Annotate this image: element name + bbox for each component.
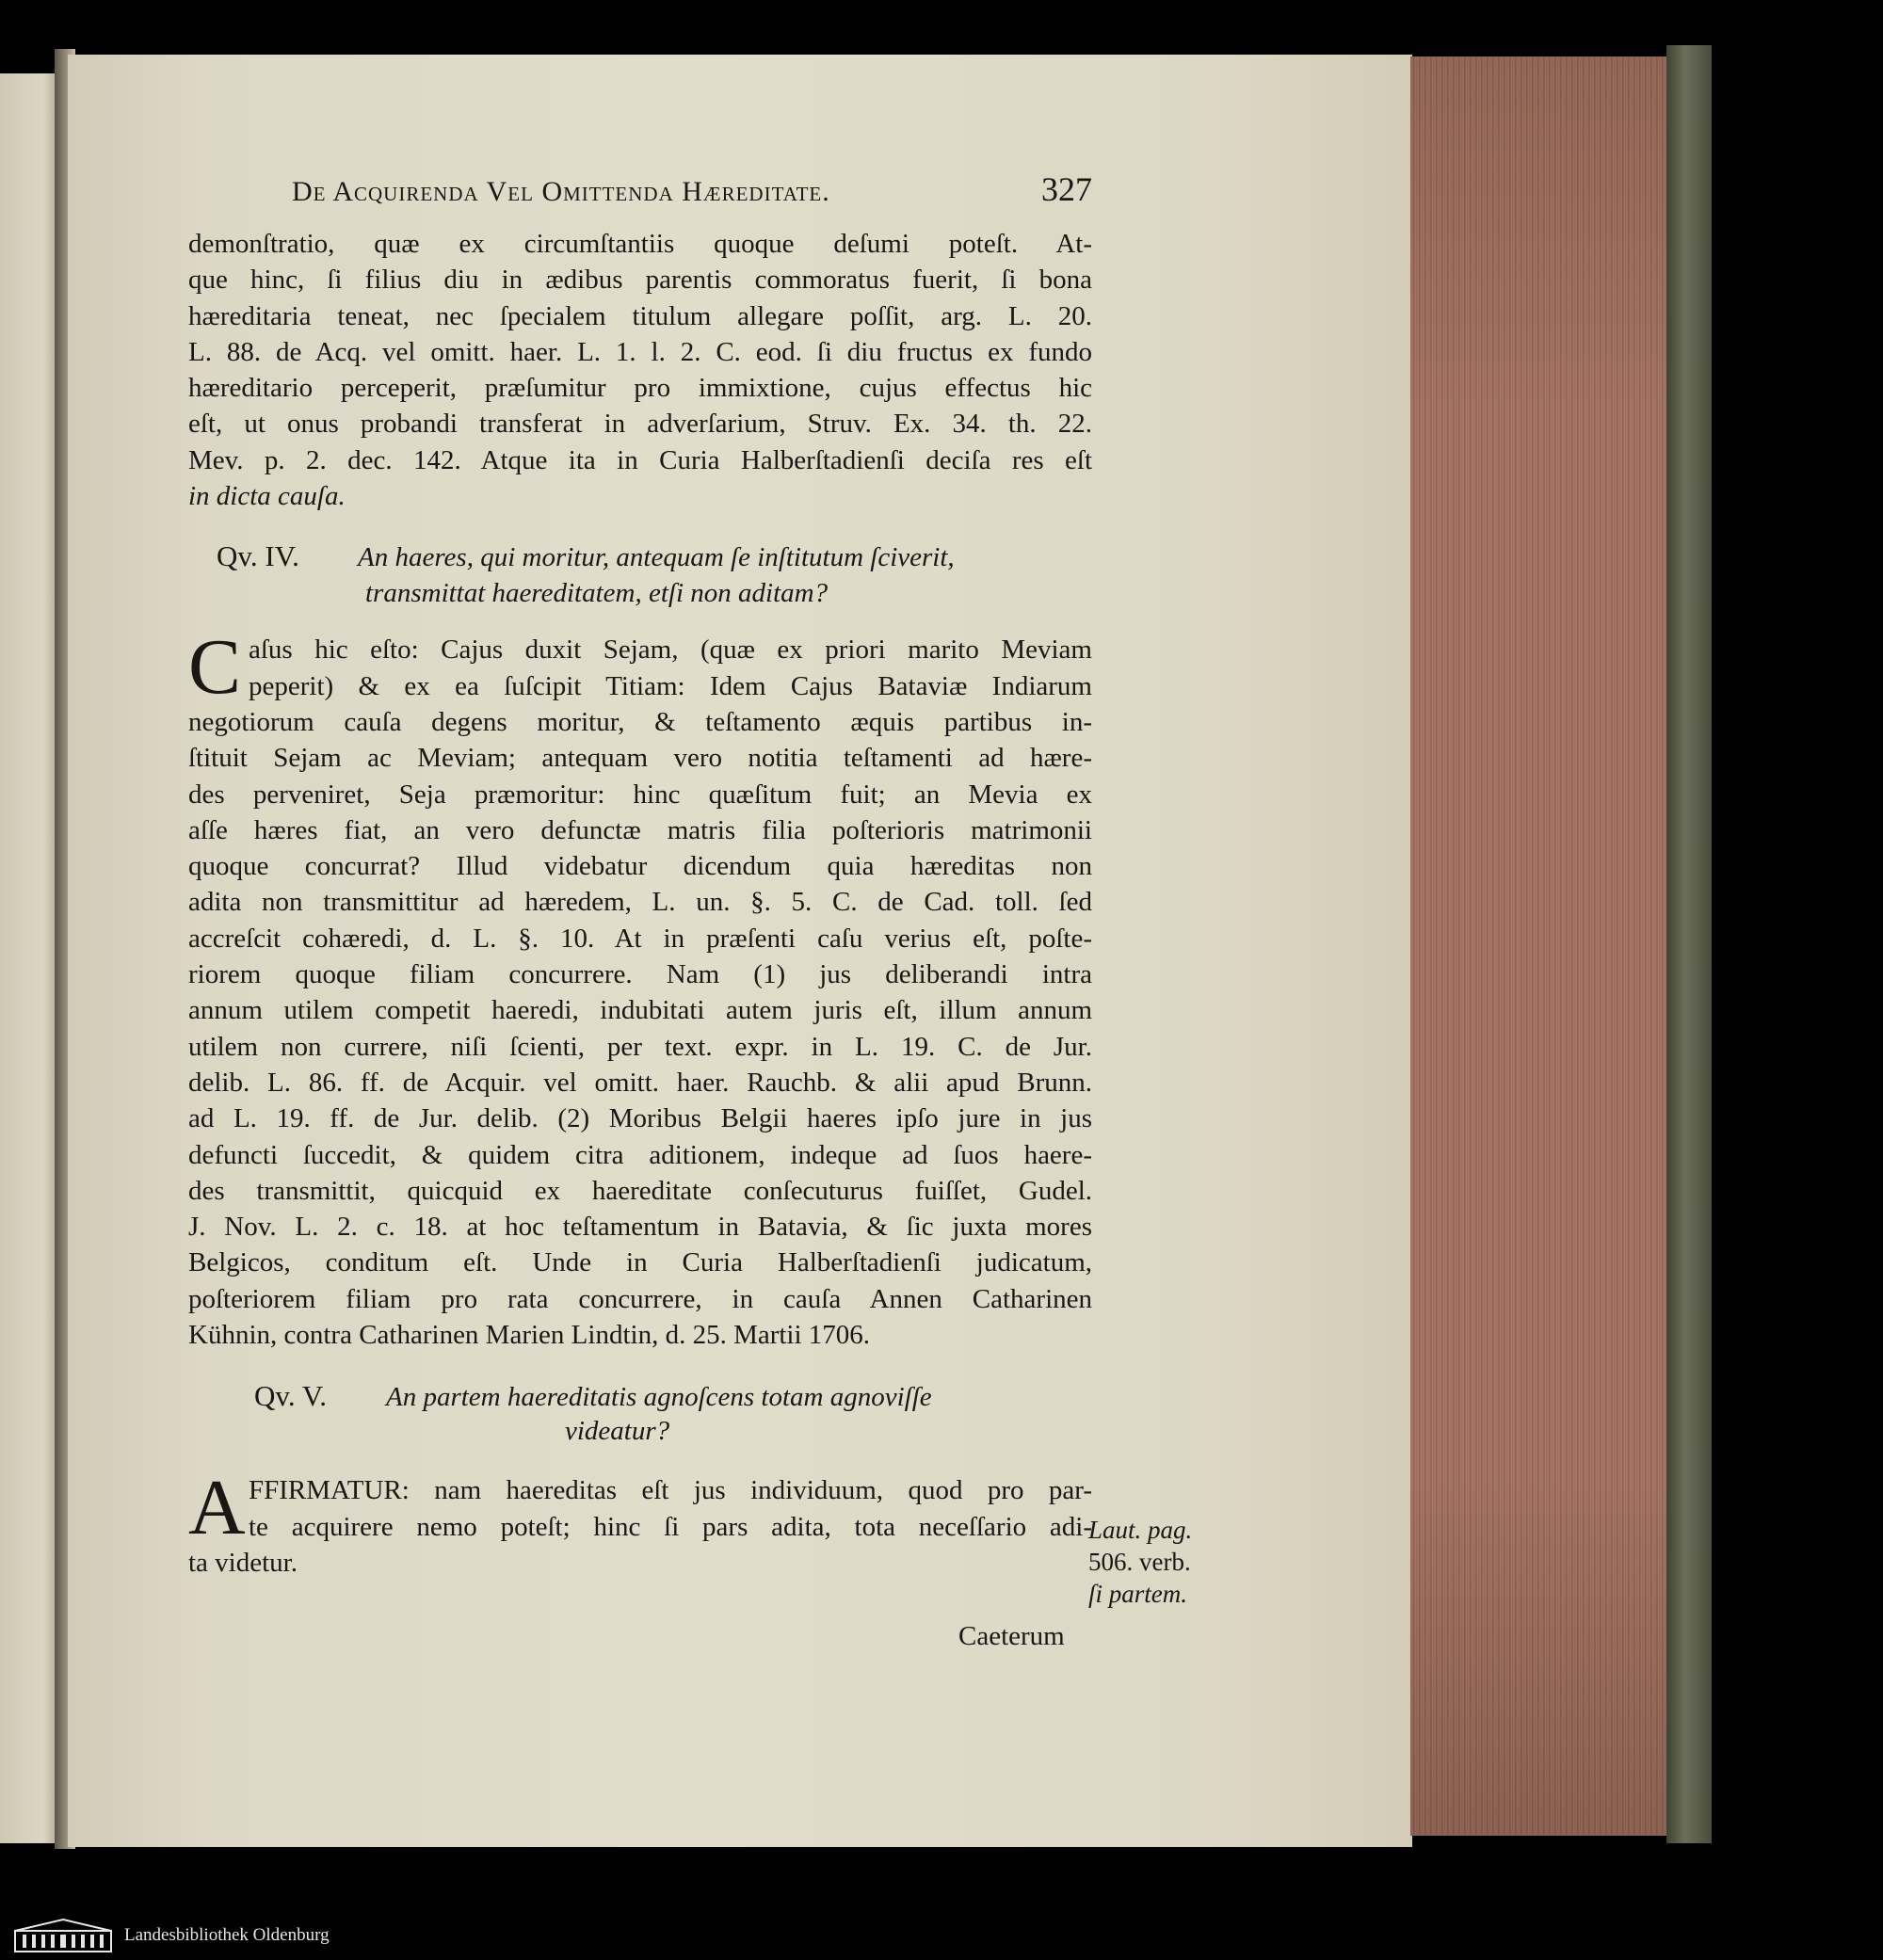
left-facing-page [0, 73, 62, 1843]
text-line: que hinc, ſi filius diu in ædibus parentis commoratus fuerit, ſi bona [188, 265, 1092, 296]
text-line: negotiorum cauſa degens moritur, & teſtamento æquis partibus in- [188, 706, 1092, 737]
text-line: utilem non currere, niſi ſcienti, per text. expr. in L. 19. C. de Jur. [188, 1031, 1092, 1062]
paragraph-2 [188, 623, 1092, 1353]
text-line: ad L. 19. ff. de Jur. delib. (2) Moribus Belgii haeres ipſo jure in jus [188, 1103, 1092, 1134]
marginal-note-line: 506. verb. [1088, 1548, 1191, 1576]
text-line: FFIRMATUR: nam haereditas eſt jus individuum, quod pro par- [249, 1475, 1092, 1506]
text-line: Kühnin, contra Catharinen Marien Lindtin, d. 25. Martii 1706. [188, 1320, 871, 1351]
paragraph-3 [188, 1464, 1092, 1581]
text-line: eſt, ut onus probandi transferat in adverſarium, Struv. Ex. 34. th. 22. [188, 409, 1092, 440]
library-logo-icon [13, 1918, 113, 1953]
question-5 [188, 1379, 1092, 1448]
text-line: ta videtur. [188, 1547, 298, 1578]
question-text-continued: videatur? [565, 1416, 670, 1447]
question-text: An partem haereditatis agnoſcens totam agnoviſſe [386, 1382, 932, 1413]
text-line: riorem quoque filiam concurrere. Nam (1) jus deliberandi intra [188, 959, 1092, 990]
text-line: L. 88. de Acq. vel omitt. haer. L. 1. l. 2. C. eod. ſi diu fructus ex fundo [188, 336, 1092, 367]
question-text-continued: transmittat haereditatem, etſi non aditam? [365, 578, 829, 609]
page-edges-shade [1410, 56, 1672, 1836]
text-line: adita non transmittitur ad hæredem, L. un. §. 5. C. de Cad. toll. ſed [188, 887, 1092, 918]
library-name: Landesbibliothek Oldenburg [124, 1925, 330, 1945]
text-line: peperit) & ex ea ſuſcipit Titiam: Idem Cajus Bataviæ Indiarum [249, 670, 1092, 701]
question-text: An haeres, qui moritur, antequam ſe inſtitutum ſciverit, [358, 542, 955, 573]
text-line: demonſtratio, quæ ex circumſtantiis quoque deſumi poteſt. At- [188, 229, 1092, 259]
text-line: des perveniret, Seja præmoritur: hinc quæſitum fuit; an Mevia ex [188, 779, 1092, 810]
catchword: Caeterum [958, 1621, 1065, 1651]
text-line: Mev. p. 2. dec. 142. Atque ita in Curia Halberſtadienſi deciſa res eſt [188, 444, 1092, 475]
text-line: delib. L. 86. ff. de Acquir. vel omitt. haer. Rauchb. & alii apud Brunn. [188, 1067, 1092, 1098]
page-text [188, 169, 1092, 1581]
text-line: des transmittit, quicquid ex haereditate conſecuturus fuiſſet, Gudel. [188, 1175, 1092, 1206]
footer-bar [0, 1911, 1883, 1960]
text-line: annum utilem competit haeredi, indubitati autem juris eſt, illum annum [188, 995, 1092, 1026]
text-line: aſus hic eſto: Cajus duxit Sejam, (quæ ex priori marito Meviam [249, 635, 1092, 666]
text-line: aſſe hæres fiat, an vero defunctæ matris filia poſterioris matrimonii [188, 814, 1092, 845]
marginal-note-line: Laut. pag. [1088, 1516, 1193, 1544]
text-line: poſteriorem filiam pro rata concurrere, in cauſa Annen Catharinen [188, 1283, 1092, 1314]
marginal-note-line: ſi partem. [1088, 1580, 1187, 1608]
question-4 [188, 538, 1092, 611]
text-line: ſtituit Sejam ac Meviam; antequam vero notitia teſtamenti ad hære- [188, 743, 1092, 774]
text-line: hæreditario perceperit, præſumitur pro immixtione, cujus effectus hic [188, 373, 1092, 404]
book-cover [1666, 45, 1712, 1843]
text-line: te acquirere nemo poteſt; hinc ſi pars adita, tota neceſſario adi- [249, 1511, 1092, 1542]
page-number: 327 [1041, 170, 1092, 208]
paragraph-1 [188, 226, 1092, 514]
text-line: defuncti ſuccedit, & quidem citra aditionem, indeque ad ſuos haere- [188, 1139, 1092, 1170]
text-line: quoque concurrat? Illud videbatur dicendum quia hæreditas non [188, 851, 1092, 882]
running-header [292, 169, 1092, 209]
drop-cap: A [188, 1464, 246, 1552]
drop-cap: C [188, 623, 242, 712]
question-label: Qv. V. [254, 1379, 327, 1413]
marginal-note [1088, 1514, 1220, 1610]
text-line: J. Nov. L. 2. c. 18. at hoc teſtamentum in Batavia, & ſic juxta mores [188, 1212, 1092, 1243]
text-line: in dicta cauſa. [188, 481, 346, 512]
text-line: accreſcit cohæredi, d. L. §. 10. At in præſenti caſu verius eſt, poſte- [188, 923, 1092, 954]
text-line: hæreditaria teneat, nec ſpecialem titulum allegare poſſit, arg. L. 20. [188, 300, 1092, 331]
text-line: Belgicos, conditum eſt. Unde in Curia Halberſtadienſi judicatum, [188, 1247, 1092, 1278]
question-label: Qv. IV. [217, 539, 299, 573]
running-title: De Acquirenda Vel Omittenda Hæreditate. [292, 176, 830, 207]
